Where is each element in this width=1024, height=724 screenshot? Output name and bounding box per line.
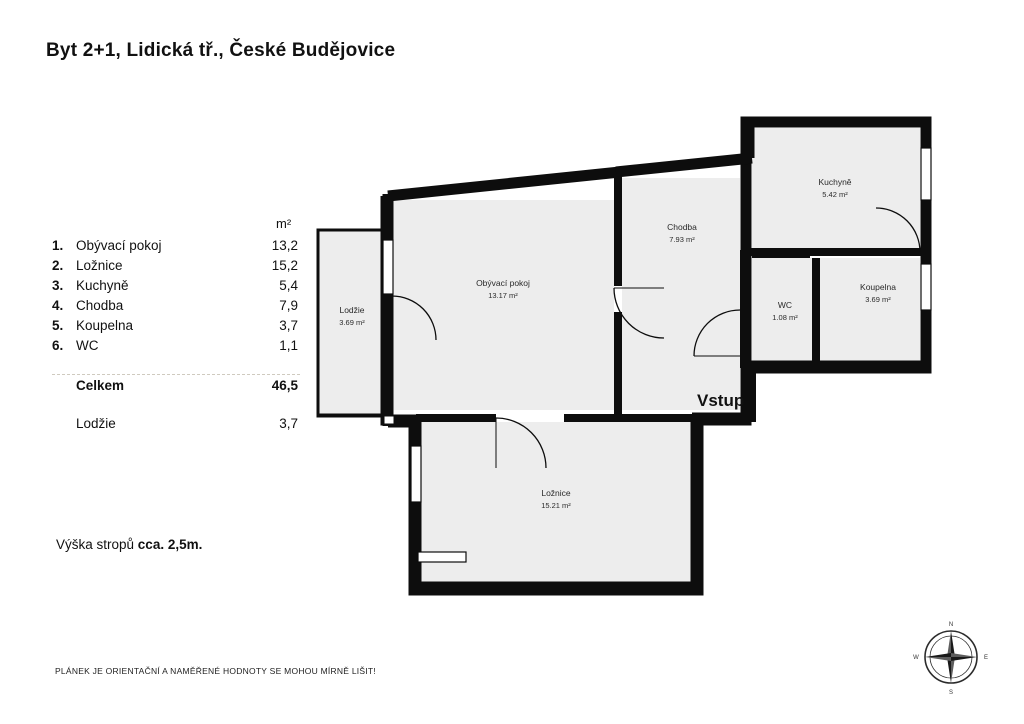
window-bathroom — [921, 264, 931, 310]
room-area-kitchen: 5.42 m² — [822, 190, 848, 199]
legend-row-name: Chodba — [76, 298, 124, 313]
room-floor-hall — [622, 178, 740, 410]
legend-row — [52, 296, 302, 316]
legend-row — [52, 276, 302, 296]
legend-extra-label: Lodžie — [76, 416, 116, 431]
window-kitchen — [921, 148, 931, 200]
ceiling-height-label: Výška stropů — [56, 537, 138, 552]
legend-row — [52, 236, 302, 256]
room-floor-living — [392, 200, 614, 410]
legend-row-value: 3,7 — [279, 318, 298, 333]
page-title: Byt 2+1, Lidická tř., České Budějovice — [46, 40, 396, 61]
legend-extra-value: 3,7 — [279, 416, 298, 431]
window-living-corner — [384, 416, 394, 424]
legend-row-name: Obývací pokoj — [76, 238, 162, 253]
legend-row-number: 3. — [52, 278, 64, 293]
compass-label-north: N — [948, 622, 954, 628]
room-floor-wc — [752, 258, 812, 362]
entrance-label: Vstup — [697, 391, 745, 410]
room-area-bedroom: 15.21 m² — [541, 501, 571, 510]
compass-label-east: E — [983, 655, 989, 661]
compass-west-point — [925, 653, 951, 657]
legend-row-name: Kuchyně — [76, 278, 129, 293]
compass-label-west: W — [913, 655, 919, 661]
legend-row-name: Koupelna — [76, 318, 134, 333]
legend-row-value: 1,1 — [279, 338, 298, 353]
legend-row — [52, 336, 302, 356]
legend-table — [52, 216, 302, 431]
compass-label-south: S — [948, 690, 954, 696]
legend-row-number: 6. — [52, 338, 64, 353]
wall-stub-entry — [746, 362, 756, 422]
legend-total-row — [52, 376, 302, 396]
room-name-bathroom: Koupelna — [860, 282, 896, 292]
room-name-lodzie: Lodžie — [339, 305, 365, 315]
legend-row — [52, 316, 302, 336]
window-bedroom-bottom — [418, 552, 466, 562]
legend-total-label: Celkem — [76, 378, 125, 393]
legend-row-value: 15,2 — [271, 258, 298, 273]
room-floor-bathroom — [820, 258, 920, 362]
legend-unit-header: m² — [276, 216, 292, 231]
legend-total-value: 46,5 — [271, 378, 298, 393]
room-area-hall: 7.93 m² — [669, 235, 695, 244]
room-area-wc: 1.08 m² — [772, 313, 798, 322]
room-floor-kitchen — [752, 128, 920, 248]
legend-row-value: 7,9 — [279, 298, 298, 313]
legend-row-value: 13,2 — [271, 238, 298, 253]
compass-rose — [906, 612, 996, 702]
compass-east-point-light — [951, 653, 977, 657]
legend-divider — [52, 374, 300, 375]
window-bedroom-left — [411, 446, 421, 502]
disclaimer-text: PLÁNEK JE ORIENTAČNÍ A NAMĚŘENÉ HODNOTY SE MOHOU MÍRNĚ LIŠIT! — [55, 666, 376, 676]
wall-top-right — [616, 158, 752, 172]
legend-row-name: WC — [76, 338, 99, 353]
legend-row — [52, 256, 302, 276]
room-name-living: Obývací pokoj — [476, 278, 530, 288]
wall-top-left — [388, 172, 620, 196]
ceiling-height-value: cca. 2,5m. — [137, 537, 203, 552]
legend-row-value: 5,4 — [279, 278, 298, 293]
window-lodzie — [383, 240, 393, 294]
legend-row-number: 1. — [52, 238, 64, 253]
room-name-bedroom: Ložnice — [541, 488, 571, 498]
room-name-wc: WC — [777, 300, 793, 310]
legend-extra-row — [52, 414, 302, 434]
legend-row-number: 4. — [52, 298, 64, 313]
ceiling-height-note — [56, 537, 202, 552]
wall-stub-wc — [752, 250, 810, 258]
floorplan-drawing — [300, 100, 1000, 660]
room-name-hall: Chodba — [667, 222, 697, 232]
compass-east-point — [951, 657, 977, 661]
legend-row-name: Ložnice — [76, 258, 123, 273]
legend-row-number: 5. — [52, 318, 64, 333]
room-name-kitchen: Kuchyně — [818, 177, 852, 187]
room-area-lodzie: 3.69 m² — [339, 318, 365, 327]
compass-west-point-light — [925, 657, 951, 661]
legend-row-number: 2. — [52, 258, 64, 273]
room-area-bathroom: 3.69 m² — [865, 295, 891, 304]
room-area-living: 13.17 m² — [488, 291, 518, 300]
